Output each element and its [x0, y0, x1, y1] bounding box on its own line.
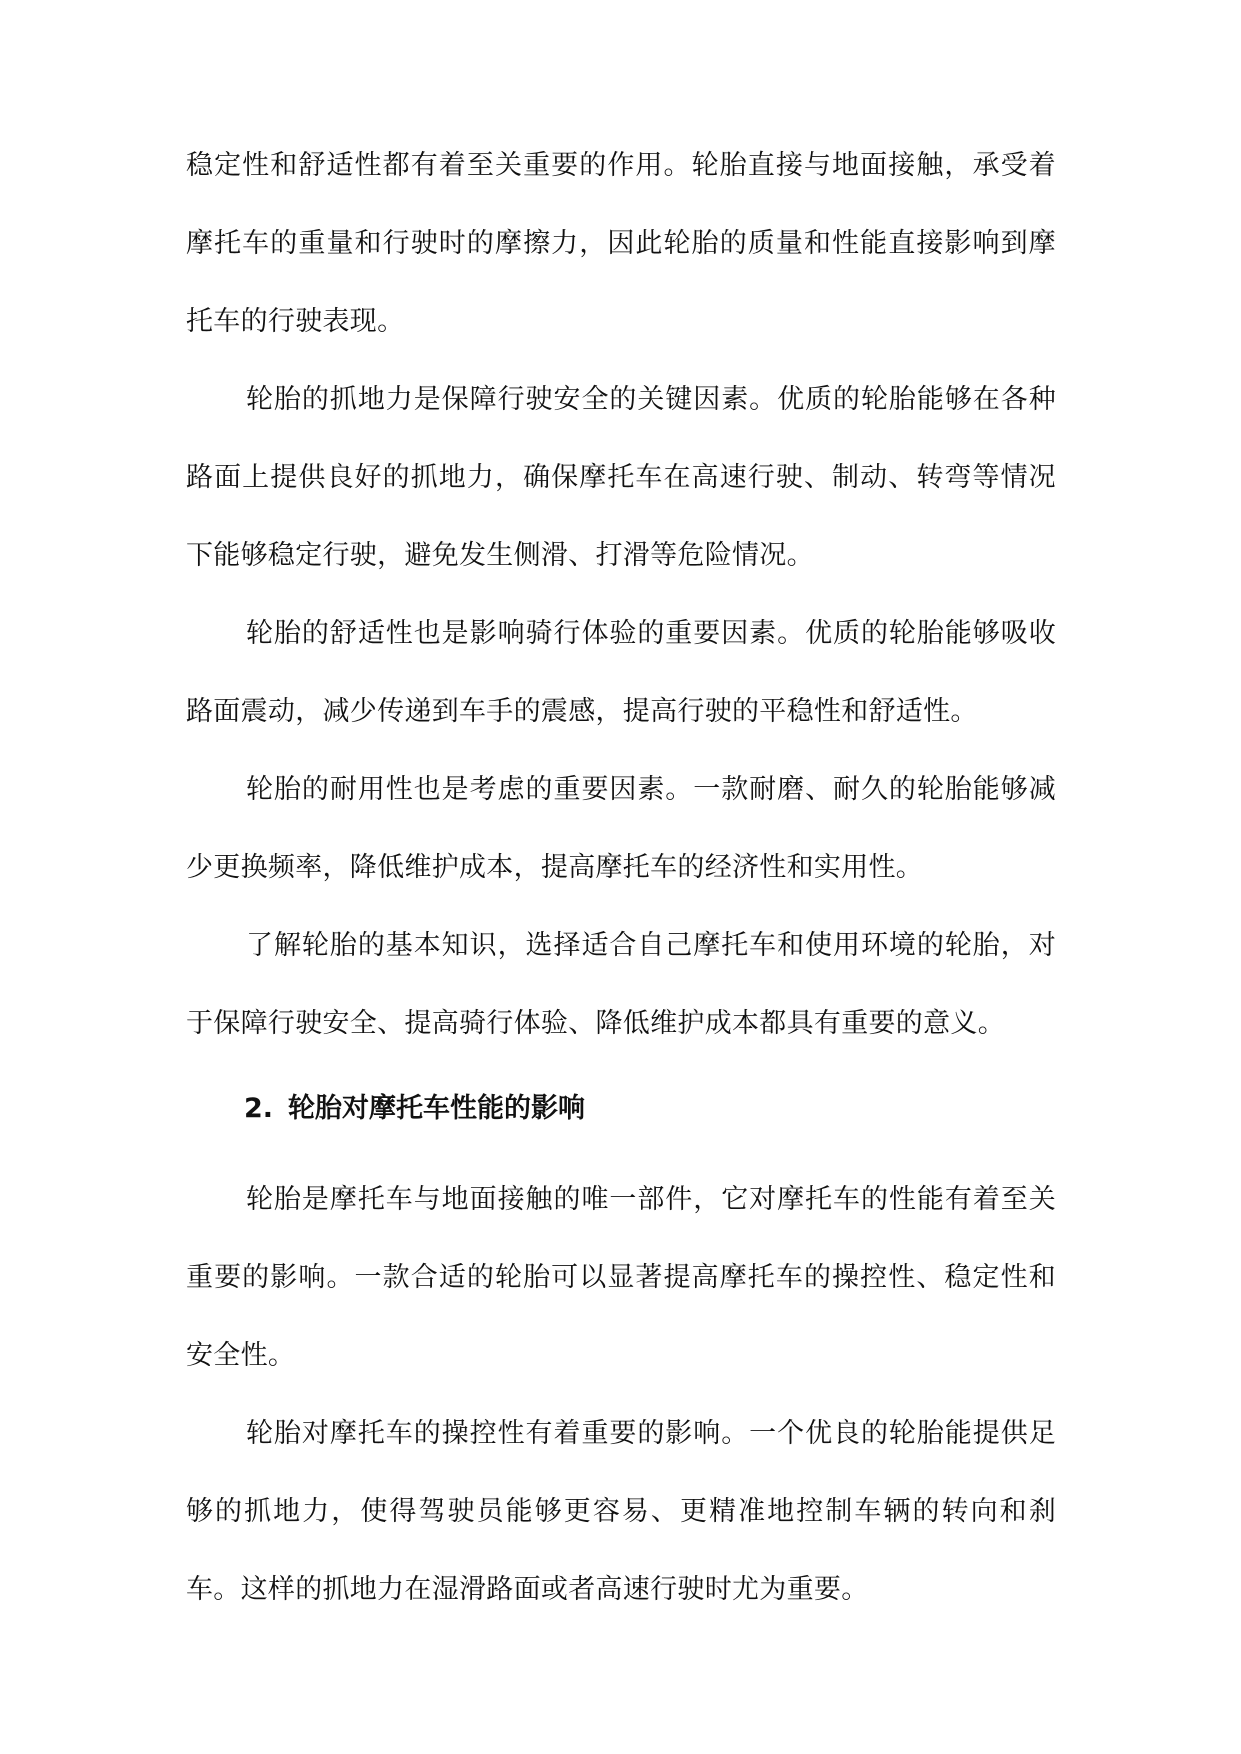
paragraph-grip: 轮胎的抓地力是保障行驶安全的关键因素。优质的轮胎能够在各种路面上提供良好的抓地力，确保摩托车在高速行驶、制动、转弯等情况下能够稳定行驶，避免发生侧滑、打滑等危险情况。 — [186, 384, 1056, 571]
section-title: 轮胎对摩托车性能的影响 — [288, 1093, 585, 1124]
paragraph-handling: 轮胎对摩托车的操控性有着重要的影响。一个优良的轮胎能提供足够的抓地力，使得驾驶员能够更容易、更精准地控制车辆的转向和刹车。这样的抓地力在湿滑路面或者高速行驶时尤为重要。 — [186, 1418, 1056, 1605]
paragraph-durability: 轮胎的耐用性也是考虑的重要因素。一款耐磨、耐久的轮胎能够减少更换频率，降低维护成本，提高摩托车的经济性和实用性。 — [186, 774, 1056, 883]
paragraph-comfort: 轮胎的舒适性也是影响骑行体验的重要因素。优质的轮胎能够吸收路面震动，减少传递到车手的震感，提高行驶的平稳性和舒适性。 — [186, 618, 1056, 727]
paragraph-summary: 了解轮胎的基本知识，选择适合自己摩托车和使用环境的轮胎，对于保障行驶安全、提高骑行体验、降低维护成本都具有重要的意义。 — [186, 930, 1056, 1039]
section-heading — [244, 1087, 585, 1131]
paragraph-tire-role: 轮胎是摩托车与地面接触的唯一部件，它对摩托车的性能有着至关重要的影响。一款合适的轮胎可以显著提高摩托车的操控性、稳定性和安全性。 — [186, 1184, 1056, 1371]
paragraph-continuation: 稳定性和舒适性都有着至关重要的作用。轮胎直接与地面接触，承受着摩托车的重量和行驶时的摩擦力，因此轮胎的质量和性能直接影响到摩托车的行驶表现。 — [186, 150, 1056, 337]
section-number: 2. — [244, 1093, 274, 1124]
